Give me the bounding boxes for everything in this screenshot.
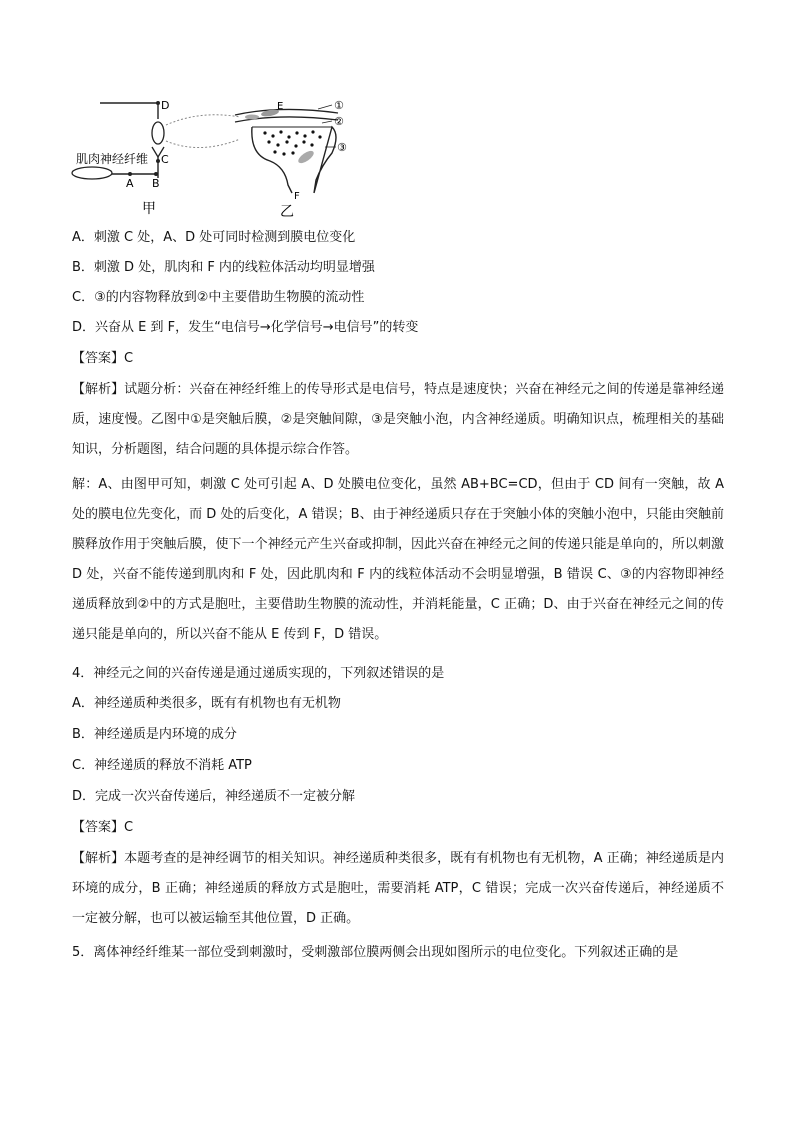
- q3-answer: 【答案】C: [72, 351, 134, 366]
- q4-analysis-label: 【解析】: [72, 851, 125, 866]
- marker-1: ①: [334, 99, 344, 112]
- q3-option-b: B．刺激 D 处，肌肉和 F 内的线粒体活动均明显增强: [72, 260, 375, 275]
- q4-analysis: [72, 844, 724, 934]
- q3-analysis: [72, 375, 724, 465]
- q5-stem: 5．离体神经纤维某一部位受到刺激时，受刺激部位膜两侧会出现如图所示的电位变化。下列叙述正确的是: [72, 945, 679, 960]
- q3-option-d: D．兴奋从 E 到 F，发生“电信号→化学信号→电信号”的转变: [72, 320, 419, 335]
- q3-analysis-text: 试题分析：兴奋在神经纤维上的传导形式是电信号，特点是速度快；兴奋在神经元之间的传递是靠神经递质，速度慢。乙图中①是突触后膜，②是突触间隙，③是突触小泡，内含神经递质。明确知识点，梳理相关的基础知识，分析题图，结合问题的具体提示综合作答。: [72, 382, 724, 457]
- point-d-label: D: [161, 99, 170, 112]
- q3-solution: 解：A、由图甲可知，刺激 C 处可引起 A、D 处膜电位变化，虽然 AB+BC=CD，但由于 CD 间有一突触，故 A 处的膜电位先变化，而 D 处的后变化，A 错误；B、由于神经递质只存在于突触小体的突触小泡中，只能由突触前膜释放作用于突触后膜，使下一个神经元产生兴奋或抑制，因此兴奋在神经元之间的传递只能是单向的，所以刺激 D 处，兴奋不能传递到肌肉和 F 处，因此肌肉和 F 内的线粒体活动不会明显增强，B 错误 C、③的内容物即神经递质释放到②中的方式是胞吐，主要借助生物膜的流动性，并消耗能量，C 正确；D、由于兴奋在神经元之间的传递只能是单向的，所以兴奋不能从 E 传到 F，D 错误。: [72, 477, 724, 642]
- q3-analysis-label: 【解析】: [72, 382, 125, 397]
- point-c-label: C: [161, 153, 169, 166]
- point-e-label: E: [277, 101, 284, 112]
- point-a-label: A: [126, 177, 134, 190]
- q3-option-a: A．刺激 C 处，A、D 处可同时检测到膜电位变化: [72, 230, 356, 245]
- marker-3: ③: [337, 141, 347, 154]
- q3-option-c: C．③的内容物释放到②中主要借助生物膜的流动性: [72, 290, 365, 305]
- q4-answer: 【答案】C: [72, 820, 134, 835]
- marker-2: ②: [334, 115, 344, 128]
- q4-analysis-text: 本题考查的是神经调节的相关知识。神经递质种类很多，既有有机物也有无机物，A 正确；神经递质是内环境的成分，B 正确；神经递质的释放方式是胞吐，需要消耗 ATP，C 错误；完成一次兴奋传递后，神经递质不一定被分解，也可以被运输至其他位置，D 正确。: [72, 851, 724, 926]
- q4-option-d: D．完成一次兴奋传递后，神经递质不一定被分解: [72, 789, 356, 804]
- q4-option-a: A．神经递质种类很多，既有有机物也有无机物: [72, 696, 341, 711]
- q4-option-c: C．神经递质的释放不消耗 ATP: [72, 758, 252, 773]
- neuron-synapse-figure: [70, 95, 370, 220]
- q4-stem: 4．神经元之间的兴奋传递是通过递质实现的，下列叙述错误的是: [72, 666, 445, 681]
- point-b-label: B: [152, 177, 160, 190]
- figure-yi: [235, 99, 347, 220]
- point-f-label: F: [294, 191, 300, 202]
- muscle-fiber-label: 肌肉神经纤维: [76, 152, 149, 166]
- figure-jia-caption: 甲: [142, 201, 156, 217]
- figure-yi-caption: 乙: [280, 204, 294, 220]
- q4-option-b: B．神经递质是内环境的成分: [72, 727, 237, 742]
- figure-jia: [72, 99, 169, 217]
